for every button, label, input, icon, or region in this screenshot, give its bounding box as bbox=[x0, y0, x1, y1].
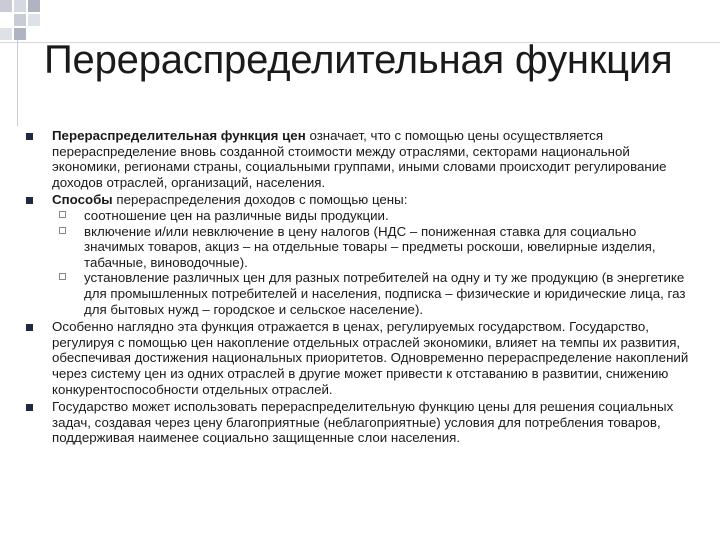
bullet-bold-text: Перераспределительная функция цен bbox=[52, 128, 306, 143]
bullet-bold-text: Способы bbox=[52, 192, 113, 208]
sub-bullet-item bbox=[52, 224, 700, 271]
hollow-square-bullet-icon bbox=[59, 211, 66, 218]
square-bullet-icon bbox=[26, 324, 33, 331]
bullet-item bbox=[24, 192, 700, 317]
left-rule bbox=[17, 40, 18, 126]
sub-bullet-text: соотношение цен на различные виды продукции. bbox=[84, 207, 389, 223]
hollow-square-bullet-icon bbox=[59, 273, 66, 280]
bullet-text: Государство может использовать перераспределительную функцию цены для решения социальных задач, создавая через цену благоприятные (неблагоприятные) условия для потребления товаров, поддерживая наименее социально защищенные слои населения. bbox=[52, 399, 674, 446]
bullet-text: перераспределения доходов с помощью цены: bbox=[112, 192, 408, 208]
sub-bullet-text: включение и/или невключение в цену налогов (НДС – пониженная ставка для социально значимых товаров, акциз – на отдельные товары – предметы роскоши, ювелирные изделия, табачные, виноводочные). bbox=[84, 223, 656, 270]
square-bullet-icon bbox=[26, 133, 33, 140]
hollow-square-bullet-icon bbox=[59, 227, 66, 234]
bullet-item bbox=[24, 399, 700, 446]
slide-body bbox=[24, 128, 700, 448]
bullet-text: означает, что с помощью цены осуществляется перераспределение вновь созданной стоимости между отраслями, секторами национальной экономики, регионами страны, социальными группами, иными словами происходит регулирование доходов отраслей, организаций, населения. bbox=[52, 128, 667, 190]
sub-bullet-item bbox=[52, 208, 700, 224]
bullet-item bbox=[24, 128, 700, 190]
slide-title: Перераспределительная функция bbox=[44, 38, 673, 82]
sub-bullet-text: установление различных цен для разных потребителей на одну и ту же продукцию (в энергетике для промышленных потребителей и населения, подписка – физические и юридические лица, газ для бытовых нужд – городское и сельское население). bbox=[84, 270, 686, 317]
decorative-squares bbox=[0, 0, 40, 40]
bullet-item bbox=[24, 319, 700, 397]
bullet-text: Особенно наглядно эта функция отражается в ценах, регулируемых государством. Государство, регулируя с помощью цен накопление отдельных отраслей экономики, влияет на темпы их развития, обеспечивая достижения национальных приоритетов. Одновременно перераспределение накоплений через систему цен из одних отраслей в другие может привести к отставанию в развитии, снижению конкурентоспособности отдельных отраслей. bbox=[52, 319, 689, 397]
square-bullet-icon bbox=[26, 404, 33, 411]
square-bullet-icon bbox=[26, 197, 33, 204]
sub-bullet-item bbox=[52, 270, 700, 317]
